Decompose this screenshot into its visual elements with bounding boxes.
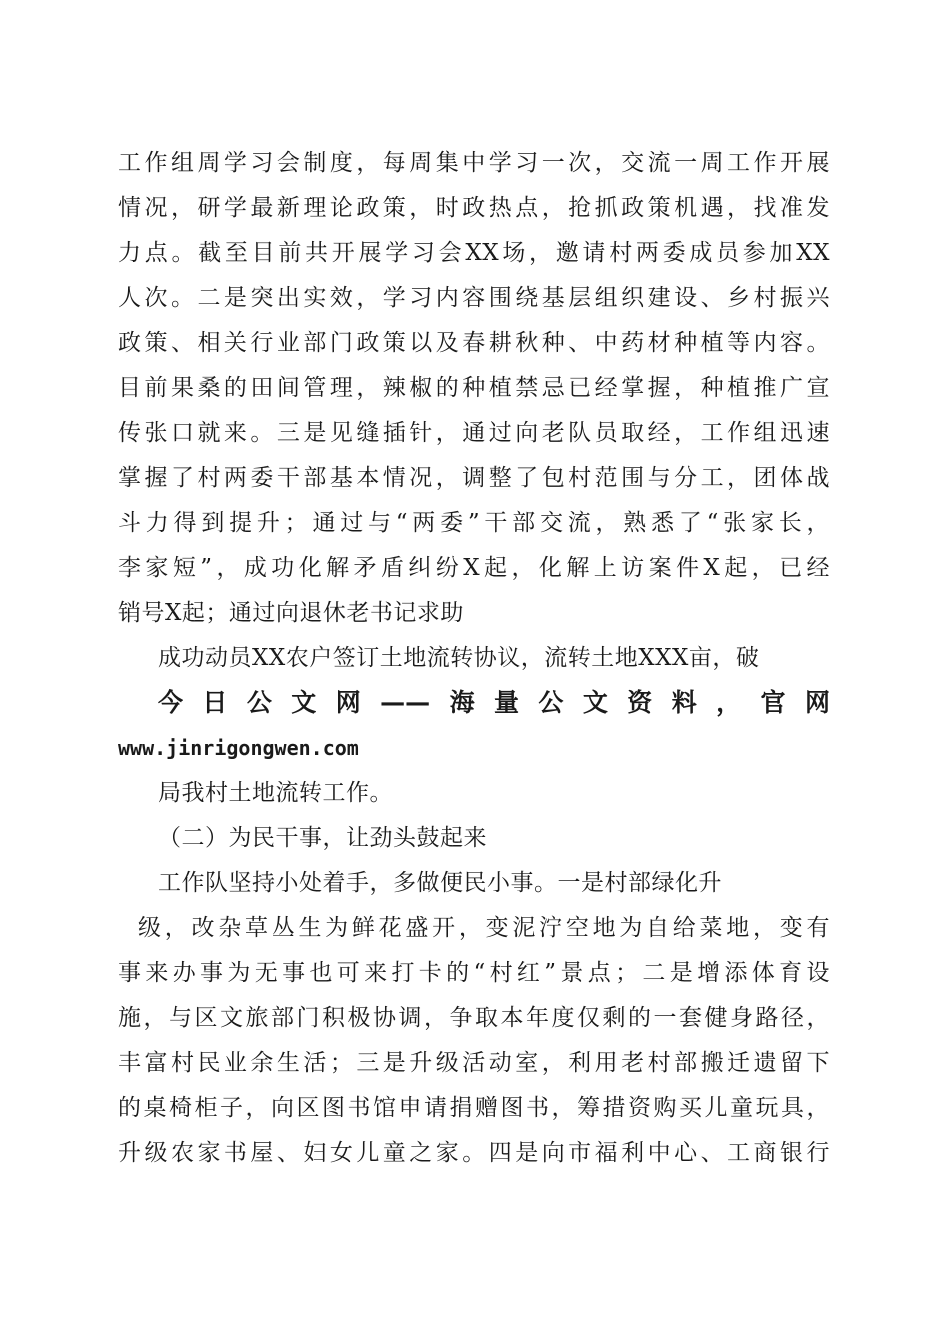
body-text-line: 政策、相关行业部门政策以及春耕秋种、中药材种植等内容。 bbox=[118, 330, 830, 356]
body-text-line: 人次。二是突出实效，学习内容围绕基层组织建设、乡村振兴 bbox=[118, 285, 830, 311]
body-text-line: 斗力得到提升；通过与“两委”干部交流，熟悉了“张家长， bbox=[118, 510, 830, 536]
body-text-line: 工作组周学习会制度，每周集中学习一次，交流一周工作开展 bbox=[118, 150, 830, 176]
body-text-line: 情况，研学最新理论政策，时政热点，抢抓政策机遇，找准发 bbox=[118, 195, 830, 221]
body-text-line: 丰富村民业余生活；三是升级活动室，利用老村部搬迁遗留下 bbox=[118, 1050, 830, 1076]
body-text-line: 目前果桑的田间管理，辣椒的种植禁忌已经掌握，种植推广宣 bbox=[118, 375, 830, 401]
body-text-line: 事来办事为无事也可来打卡的“村红”景点；二是增添体育设 bbox=[118, 960, 830, 986]
section-heading: （二）为民干事，让劲头鼓起来 bbox=[158, 825, 487, 851]
body-text-line: 升级农家书屋、妇女儿童之家。四是向市福利中心、工商银行 bbox=[118, 1140, 830, 1166]
body-text-line: 工作队坚持小处着手，多做便民小事。一是村部绿化升 bbox=[158, 870, 722, 896]
watermark-banner: 今日公文网——海量公文资料，官网 bbox=[158, 688, 830, 717]
body-text-line: 级，改杂草丛生为鲜花盛开，变泥泞空地为自给菜地，变有 bbox=[138, 915, 830, 941]
body-text-line: 局我村土地流转工作。 bbox=[158, 780, 393, 806]
watermark-url: www.jinrigongwen.com bbox=[118, 736, 359, 760]
body-text-line: 销号X起；通过向退休老书记求助 bbox=[118, 600, 464, 626]
body-text-line: 传张口就来。三是见缝插针，通过向老队员取经，工作组迅速 bbox=[118, 420, 830, 446]
body-text-line: 施，与区文旅部门积极协调，争取本年度仅剩的一套健身路径， bbox=[118, 1005, 830, 1031]
body-text-line: 的桌椅柜子，向区图书馆申请捐赠图书，筹措资购买儿童玩具， bbox=[118, 1095, 830, 1121]
body-text-line: 成功动员XX农户签订土地流转协议，流转土地XXX亩，破 bbox=[158, 645, 760, 671]
body-text-line: 掌握了村两委干部基本情况，调整了包村范围与分工，团体战 bbox=[118, 465, 830, 491]
body-text-line: 力点。截至目前共开展学习会XX场，邀请村两委成员参加XX bbox=[118, 240, 830, 266]
body-text-line: 李家短”，成功化解矛盾纠纷X起，化解上访案件X起，已经 bbox=[118, 555, 830, 581]
